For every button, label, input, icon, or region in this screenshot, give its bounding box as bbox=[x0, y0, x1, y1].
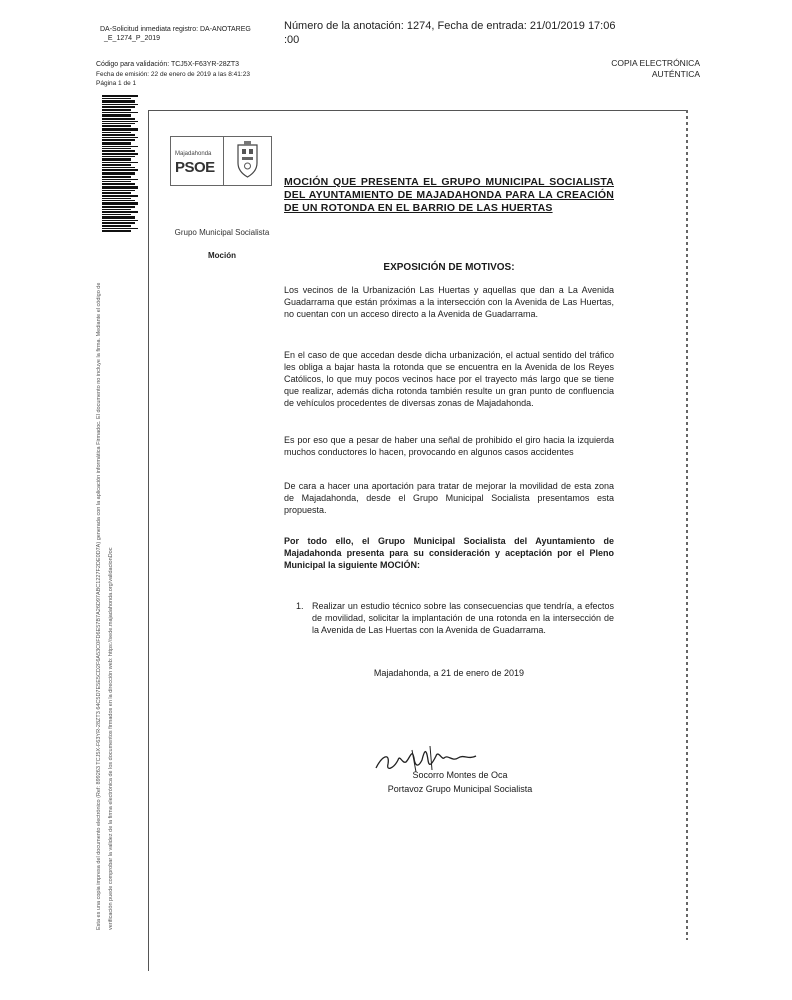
paragraph-4: De cara a hacer una aportación para tratar de mejorar la movilidad de esta zona de Majadahonda, desde el Grupo Municipal Socialista presentamos esta propuesta. bbox=[284, 481, 614, 515]
barcode-bar bbox=[102, 169, 138, 171]
barcode-bar bbox=[102, 146, 138, 147]
tipo-label: Moción bbox=[208, 251, 236, 260]
barcode-bar bbox=[102, 118, 135, 120]
barcode-bar bbox=[102, 98, 131, 99]
barcode-bar bbox=[102, 228, 138, 229]
barcode-bar bbox=[102, 134, 135, 136]
anotacion bbox=[284, 19, 674, 47]
section-heading: EXPOSICIÓN DE MOTIVOS: bbox=[383, 262, 515, 273]
barcode-bar bbox=[102, 164, 131, 166]
logo-city: Majadahonda bbox=[175, 151, 212, 157]
barcode-bar bbox=[102, 202, 138, 205]
barcode-bar bbox=[102, 222, 135, 224]
barcode-bar bbox=[102, 114, 131, 117]
barcode-bar bbox=[102, 137, 138, 138]
barcode-bar bbox=[102, 148, 131, 149]
barcode-bar bbox=[102, 128, 138, 131]
fecha-emision: Fecha de emisión: 22 de enero de 2019 a las 8:41:23 bbox=[96, 71, 250, 78]
copia-line1: COPIA ELECTRÓNICA bbox=[611, 58, 700, 68]
barcode-bar bbox=[102, 112, 138, 113]
paragraph-3: Es por eso que a pesar de haber una señal de prohibido el giro hacia la izquierda muchos conductores lo hacen, provocando en algunos casos accidentes bbox=[284, 435, 614, 457]
barcode-bar bbox=[102, 104, 138, 105]
registro-line: DA-Solicitud inmediata registro: DA-ANOTAREG bbox=[100, 26, 251, 33]
barcode-bar bbox=[102, 172, 135, 175]
barcode-bar bbox=[102, 186, 138, 189]
anotacion-line1: Número de la anotación: 1274, Fecha de entrada: 21/01/2019 17:06 bbox=[284, 20, 616, 32]
anotacion-line2: :00 bbox=[284, 34, 300, 46]
barcode-bar bbox=[102, 176, 131, 178]
place-date: Majadahonda, a 21 de enero de 2019 bbox=[373, 668, 525, 678]
list-item-text: Realizar un estudio técnico sobre las consecuencias que tendría, a efectos de movilidad, solicitar la implantación de una rotonda en la intersección de la Avenida de Las Huertas con la Avenida de Guadarrama. bbox=[312, 601, 614, 635]
barcode-bar bbox=[102, 190, 135, 191]
barcode-bar bbox=[102, 214, 131, 215]
barcode-bar bbox=[102, 200, 135, 201]
logo-party: PSOE bbox=[175, 159, 215, 176]
barcode-bar bbox=[102, 216, 135, 219]
paragraph-5: Por todo ello, el Grupo Municipal Socialista del Ayuntamiento de Majadahonda presenta para su consideración y aceptación por el Pleno Municipal la siguiente MOCIÓN: bbox=[284, 536, 614, 570]
barcode-bar bbox=[102, 123, 135, 124]
barcode-bar bbox=[102, 139, 135, 141]
barcode-bar bbox=[102, 162, 138, 163]
coat-of-arms-icon bbox=[224, 137, 271, 185]
margin-dots bbox=[686, 110, 688, 940]
barcode-bar bbox=[102, 121, 138, 122]
codigo-validacion: Código para validación: TCJ5X-F63YR-28ZT3 bbox=[96, 61, 240, 68]
barcode-bar bbox=[102, 153, 138, 155]
signer-role: Portavoz Grupo Municipal Socialista bbox=[387, 784, 533, 794]
document-title: MOCIÓN QUE PRESENTA EL GRUPO MUNICIPAL SOCIALISTA DEL AYUNTAMIENTO DE MAJADAHONDA PARA LA CREACIÓN DE UN ROTONDA EN EL BARRIO DE LAS HUERTAS bbox=[284, 176, 614, 214]
grupo-label: Grupo Municipal Socialista bbox=[174, 228, 270, 237]
barcode-bar bbox=[102, 158, 131, 161]
list-item-number: 1. bbox=[296, 601, 304, 611]
barcode-bar bbox=[102, 225, 131, 227]
barcode-bar bbox=[102, 167, 135, 168]
barcode bbox=[102, 95, 138, 273]
barcode-bar bbox=[102, 220, 138, 221]
barcode-bar bbox=[102, 192, 131, 194]
barcode-bar bbox=[102, 106, 135, 108]
copia-autentica bbox=[580, 58, 700, 80]
barcode-bar bbox=[102, 206, 135, 208]
barcode-bar bbox=[102, 142, 131, 145]
copia-line2: AUTÉNTICA bbox=[651, 69, 700, 79]
barcode-bar bbox=[102, 132, 131, 133]
psoe-logo bbox=[171, 137, 224, 185]
party-logo bbox=[170, 136, 272, 186]
registro-id: _E_1274_P_2019 bbox=[104, 35, 161, 42]
barcode-bar bbox=[102, 179, 138, 180]
pagina: Página 1 de 1 bbox=[96, 80, 137, 87]
signer-name: Socorro Montes de Oca bbox=[412, 770, 508, 780]
registro-text bbox=[100, 25, 260, 43]
barcode-bar bbox=[102, 183, 135, 185]
barcode-bar bbox=[102, 156, 135, 157]
barcode-bar bbox=[102, 181, 131, 182]
barcode-bar bbox=[102, 195, 138, 197]
barcode-bar bbox=[102, 211, 138, 213]
paragraph-2: En el caso de que accedan desde dicha urbanización, el actual sentido del tráfico les obliga a bajar hasta la rotonda que se encuentra en la Avenida de los Reyes Católicos, lo que muy pocos vecinos hace por el trayecto más largo que se tiene que realizar, además dicha rotonda también resulte un gran punto de confluencia de vehículos procedentes de diversas zonas de Majadahonda. bbox=[284, 350, 614, 408]
side-text-line-1: Esta es una copia impresa del documento electrónico (Ref: 899263 TCJ5X-F63YR-28ZT3 64C5D7E5E5CD2F6A53C0FD6E57B7A26D97ABC1227F2DE0D7A) generada con la aplicación informática Firmadoc. El documento no incluye la firma. Mediante el código de bbox=[96, 282, 102, 930]
barcode-bar bbox=[102, 100, 135, 103]
barcode-bar bbox=[102, 198, 131, 199]
barcode-bar bbox=[102, 150, 135, 152]
barcode-bar bbox=[102, 109, 131, 111]
barcode-bar bbox=[102, 125, 131, 127]
barcode-bar bbox=[102, 230, 131, 232]
barcode-bar bbox=[102, 209, 131, 210]
barcode-bar bbox=[102, 95, 138, 97]
side-text-line-2: verificación puede comprobar la validez de la firma electrónica de los documentos firmados en la dirección web: https://sede.majadahonda.org/validacionDoc bbox=[108, 547, 114, 930]
side-verification-text bbox=[96, 282, 130, 930]
paragraph-1: Los vecinos de la Urbanización Las Huertas y aquellas que dan a La Avenida Guadarrama que están próximas a la intersección con la Avenida de Las Huertas, no cuentan con un acceso directo a la Avenida de Guadarrama. bbox=[284, 285, 614, 319]
